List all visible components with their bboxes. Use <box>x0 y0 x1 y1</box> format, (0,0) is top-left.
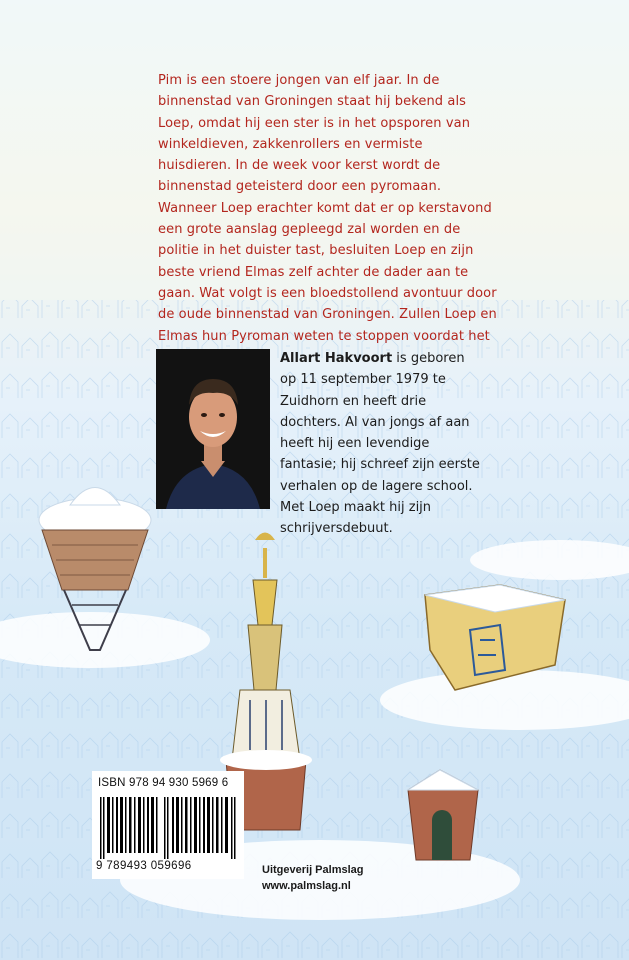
isbn-label: ISBN 978 94 930 5969 6 <box>98 777 229 789</box>
publisher-name: Uitgeverij Palmslag <box>262 864 364 876</box>
barcode-icon <box>98 797 238 859</box>
author-bio-text: is geboren op 11 september 1979 te Zuidhorn en heeft drie dochters. Al van jongs af aan heeft hij een levendige fantasie; hij schreef zijn eerste verhalen op de lagere school. Met Loep maakt hij zijn schrijversdebuut. <box>280 351 480 537</box>
author-photo <box>156 349 270 509</box>
author-bio <box>280 348 480 540</box>
author-name: Allart Hakvoort <box>280 351 393 366</box>
publisher-url[interactable]: www.palmslag.nl <box>262 880 351 892</box>
back-cover-blurb: Pim is een stoere jongen van elf jaar. In de binnenstad van Groningen staat hij bekend als Loep, omdat hij een ster is in het opsporen van winkeldieven, zakkenrollers en vermiste huisdieren. In de week voor kerst wordt de binnenstad geteisterd door een pyromaan. Wanneer Loep erachter komt dat er op kerstavond een grote aanslag gepleegd zal worden en de politie in het duister tast, besluiten Loep en zijn beste vriend Elmas zelf achter de dader aan te gaan. Wat volgt is een bloedstollend avontuur door de oude binnenstad van Groningen. Zullen Loep en Elmas hun Pyroman weten te stoppen voordat het <box>158 73 497 344</box>
ean-number: 9 789493 059696 <box>96 860 192 872</box>
author-portrait-image <box>156 349 270 509</box>
publisher-info <box>262 862 364 894</box>
isbn-barcode-box <box>92 771 244 879</box>
